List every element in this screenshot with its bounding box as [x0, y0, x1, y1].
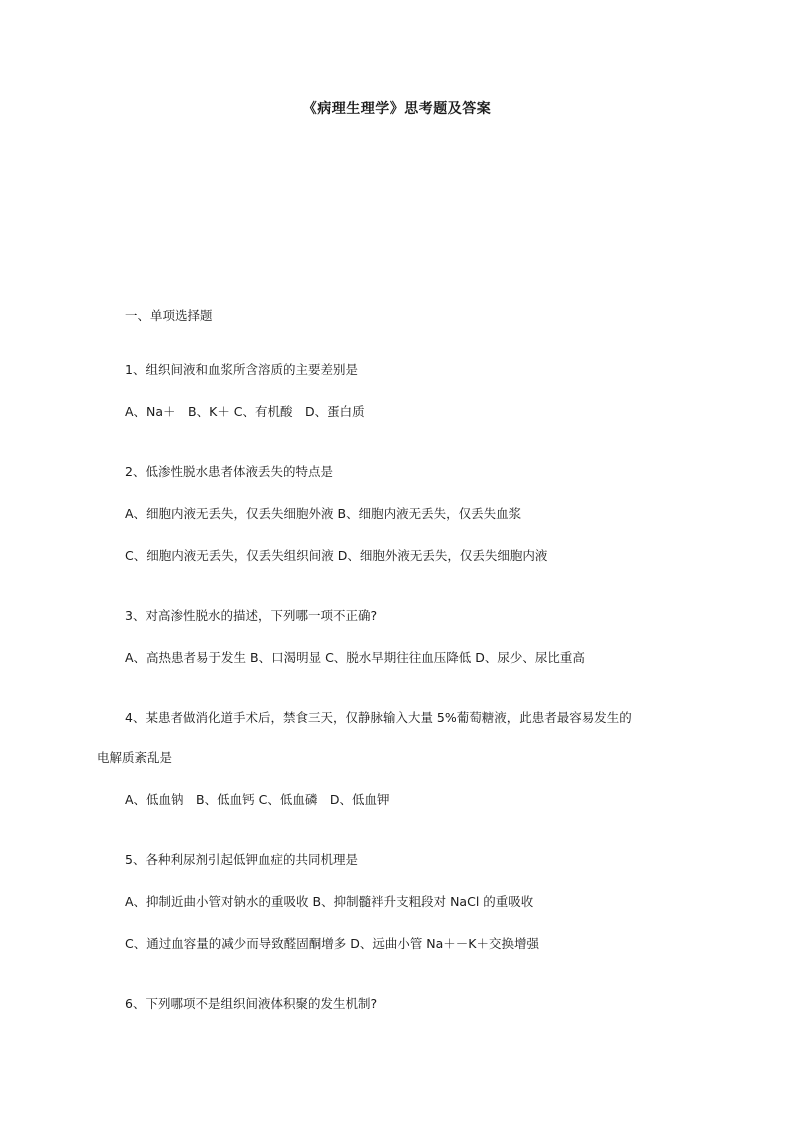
question-5-options-line-1: A、抑制近曲小管对钠水的重吸收 B、抑制髓袢升支粗段对 NaCl 的重吸收: [125, 894, 534, 909]
question-1-stem: 1、组织间液和血浆所含溶质的主要差别是: [125, 362, 358, 377]
question-3-stem: 3、对高渗性脱水的描述，下列哪一项不正确?: [125, 608, 378, 623]
question-4-options: A、低血钠 B、低血钙 C、低血磷 D、低血钾: [125, 792, 390, 807]
question-1-options: A、Na＋ B、K＋ C、有机酸 D、蛋白质: [125, 404, 365, 419]
question-3-options: A、高热患者易于发生 B、口渴明显 C、脱水早期往往血压降低 D、尿少、尿比重高: [125, 650, 585, 665]
question-5-stem: 5、各种利尿剂引起低钾血症的共同机理是: [125, 852, 358, 867]
question-2-options-line-2: C、细胞内液无丢失，仅丢失组织间液 D、细胞外液无丢失，仅丢失细胞内液: [125, 548, 548, 563]
document-title: 《病理生理学》思考题及答案: [302, 101, 492, 117]
question-2-stem: 2、低渗性脱水患者体液丢失的特点是: [125, 464, 333, 479]
question-5-options-line-2: C、通过血容量的减少而导致醛固酮增多 D、远曲小管 Na＋－K＋交换增强: [125, 936, 540, 951]
question-4-stem-continued: 电解质紊乱是: [97, 750, 173, 765]
question-2-options-line-1: A、细胞内液无丢失，仅丢失细胞外液 B、细胞内液无丢失，仅丢失血浆: [125, 506, 522, 521]
question-4-stem: 4、某患者做消化道手术后，禁食三天，仅静脉输入大量 5%葡萄糖液，此患者最容易发生的: [125, 710, 632, 725]
section-heading: 一、单项选择题: [125, 308, 213, 323]
question-6-stem: 6、下列哪项不是组织间液体积聚的发生机制?: [125, 996, 378, 1011]
